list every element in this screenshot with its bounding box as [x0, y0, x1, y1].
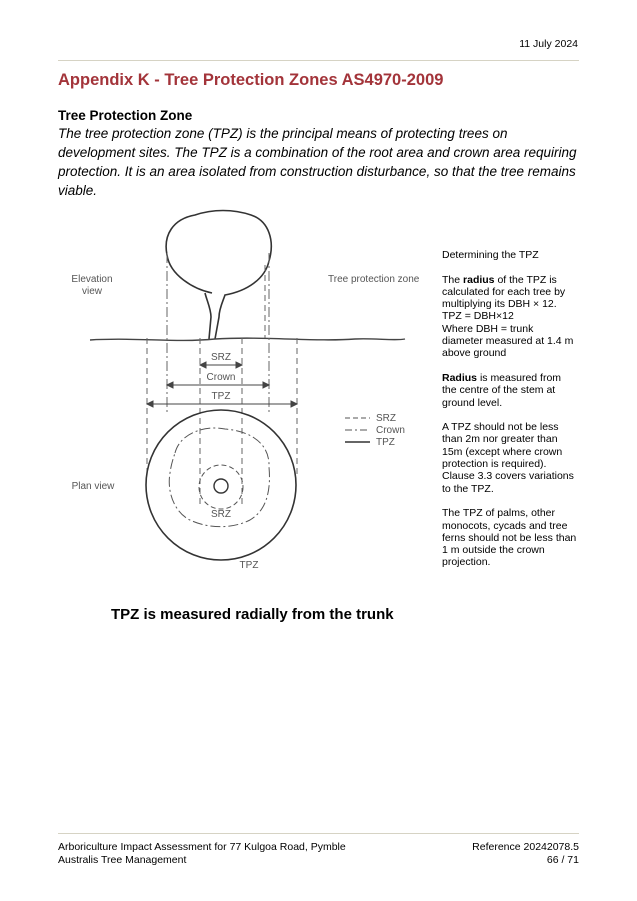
footer-reference: Reference 20242078.5: [472, 841, 579, 853]
tpz-zone-label: Tree protection zone: [328, 274, 420, 285]
page-title: Appendix K - Tree Protection Zones AS4970-2009: [58, 71, 444, 89]
tree-canopy: [166, 211, 271, 340]
sidebar-paragraph-limits: A TPZ should not be less than 2m nor greater than 15m (except where crown protection is required). Clause 3.3 covers variations to the TPZ.: [442, 421, 574, 495]
elevation-label-view: view: [81, 286, 103, 297]
crown-label: Crown: [206, 372, 236, 383]
legend-tpz: TPZ: [376, 437, 395, 448]
srz-circle: [199, 465, 243, 509]
plan-srz-label: SRZ: [211, 509, 231, 520]
sidebar-paragraph-radius: The radius of the TPZ is calculated for each tree by multiplying its DBH × 12. TPZ = DBH×12 Where DBH = trunk diameter measured at 1.4 m above ground: [442, 273, 574, 360]
header-date: 11 July 2024: [519, 38, 578, 50]
srz-label: SRZ: [211, 352, 231, 363]
intro-paragraph: The tree protection zone (TPZ) is the principal means of protecting trees on development sites. The TPZ is a combination of the root area and crown area requiring protection. It is an area isolated from construction disturbance, so that the tree remains viable.: [58, 126, 577, 198]
plan-view-label: Plan view: [71, 481, 115, 492]
diagram-caption: TPZ is measured radially from the trunk: [111, 606, 394, 623]
legend-crown: Crown: [376, 425, 405, 436]
tpz-diagram: [55, 205, 435, 575]
footer-report-title: Arboriculture Impact Assessment for 77 Kulgoa Road, Pymble: [58, 841, 346, 853]
tpz-label: TPZ: [211, 391, 231, 402]
sidebar-paragraph-palms: The TPZ of palms, other monocots, cycads and tree ferns should not be less than 1 m outside the crown projection.: [442, 507, 577, 569]
footer-divider: [58, 833, 579, 834]
footer-company: Australis Tree Management: [58, 853, 187, 866]
tpz-circle: [146, 410, 296, 560]
legend: [345, 413, 405, 448]
trunk-circle: [214, 479, 228, 493]
ground-line: [90, 338, 405, 340]
footer-left: [58, 841, 346, 866]
sidebar-heading: Determining the TPZ: [442, 249, 539, 261]
sidebar-paragraph-measure: Radius is measured from the centre of the stem at ground level.: [442, 371, 562, 409]
plan-tpz-label: TPZ: [239, 560, 259, 571]
header-divider: [58, 60, 579, 61]
legend-srz: SRZ: [376, 413, 396, 424]
footer-right: [472, 841, 579, 866]
elevation-label: Elevation: [71, 274, 113, 285]
section-heading: Tree Protection Zone: [58, 108, 193, 123]
footer-page-number: 66 / 71: [546, 853, 579, 866]
tpz-sidebar: [442, 249, 587, 581]
